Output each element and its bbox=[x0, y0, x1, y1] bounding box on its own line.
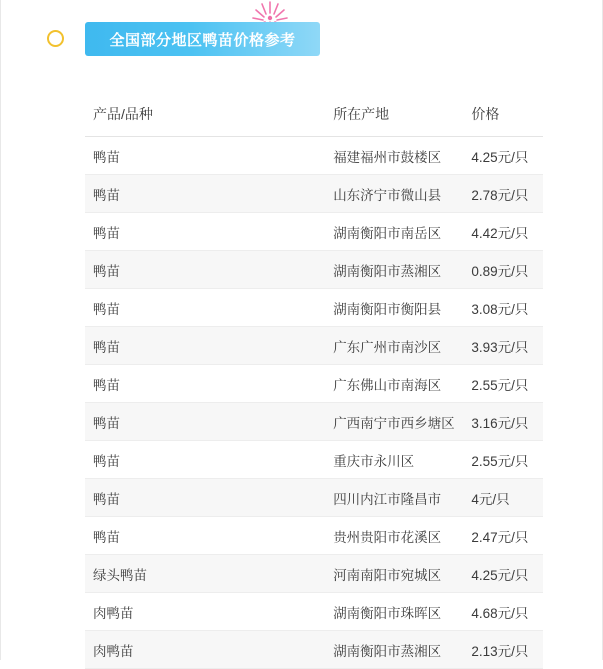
cell-product: 绿头鸭苗 bbox=[85, 555, 187, 593]
cell-origin: 湖南衡阳市蒸湘区 bbox=[187, 631, 471, 669]
cell-price: 0.89元/只 bbox=[471, 251, 543, 289]
column-header-price: 价格 bbox=[471, 92, 543, 137]
cell-origin: 湖南衡阳市衡阳县 bbox=[187, 289, 471, 327]
cell-price: 3.16元/只 bbox=[471, 403, 543, 441]
left-edge-divider bbox=[0, 0, 1, 660]
cell-product: 鸭苗 bbox=[85, 403, 187, 441]
cell-price: 3.93元/只 bbox=[471, 327, 543, 365]
cell-origin: 山东济宁市微山县 bbox=[187, 175, 471, 213]
price-table bbox=[85, 92, 543, 669]
cell-price: 4.25元/只 bbox=[471, 137, 543, 175]
cell-origin: 湖南衡阳市珠晖区 bbox=[187, 593, 471, 631]
cell-product: 肉鸭苗 bbox=[85, 593, 187, 631]
table-row bbox=[85, 479, 543, 517]
table-row bbox=[85, 555, 543, 593]
cell-product: 鸭苗 bbox=[85, 479, 187, 517]
table-row bbox=[85, 327, 543, 365]
table-row bbox=[85, 517, 543, 555]
banner-title-box bbox=[85, 22, 320, 56]
cell-product: 鸭苗 bbox=[85, 251, 187, 289]
table-row bbox=[85, 365, 543, 403]
cell-product: 鸭苗 bbox=[85, 441, 187, 479]
cell-price: 2.55元/只 bbox=[471, 441, 543, 479]
circle-ring-icon bbox=[47, 30, 64, 47]
cell-product: 鸭苗 bbox=[85, 289, 187, 327]
cell-product: 鸭苗 bbox=[85, 327, 187, 365]
cell-product: 肉鸭苗 bbox=[85, 631, 187, 669]
table-row bbox=[85, 441, 543, 479]
column-header-product: 产品/品种 bbox=[85, 92, 187, 137]
cell-price: 2.47元/只 bbox=[471, 517, 543, 555]
table-row bbox=[85, 593, 543, 631]
table-row bbox=[85, 213, 543, 251]
cell-origin: 福建福州市鼓楼区 bbox=[187, 137, 471, 175]
table-row bbox=[85, 631, 543, 669]
page-title: 全国部分地区鸭苗价格参考 bbox=[109, 31, 296, 49]
cell-product: 鸭苗 bbox=[85, 365, 187, 403]
table-row bbox=[85, 289, 543, 327]
cell-price: 4.25元/只 bbox=[471, 555, 543, 593]
cell-origin: 贵州贵阳市花溪区 bbox=[187, 517, 471, 555]
table-row bbox=[85, 403, 543, 441]
cell-origin: 广西南宁市西乡塘区 bbox=[187, 403, 471, 441]
table-body bbox=[85, 137, 543, 669]
cell-origin: 广东佛山市南海区 bbox=[187, 365, 471, 403]
cell-price: 2.78元/只 bbox=[471, 175, 543, 213]
cell-price: 3.08元/只 bbox=[471, 289, 543, 327]
cell-price: 4元/只 bbox=[471, 479, 543, 517]
table-row bbox=[85, 137, 543, 175]
cell-product: 鸭苗 bbox=[85, 213, 187, 251]
header-banner-area bbox=[0, 0, 603, 78]
cell-product: 鸭苗 bbox=[85, 517, 187, 555]
cell-price: 2.13元/只 bbox=[471, 631, 543, 669]
cell-product: 鸭苗 bbox=[85, 175, 187, 213]
cell-origin: 重庆市永川区 bbox=[187, 441, 471, 479]
table-row bbox=[85, 175, 543, 213]
cell-price: 2.55元/只 bbox=[471, 365, 543, 403]
cell-origin: 四川内江市隆昌市 bbox=[187, 479, 471, 517]
table-header-row bbox=[85, 92, 543, 137]
cell-origin: 广东广州市南沙区 bbox=[187, 327, 471, 365]
cell-product: 鸭苗 bbox=[85, 137, 187, 175]
table-row bbox=[85, 251, 543, 289]
cell-origin: 湖南衡阳市蒸湘区 bbox=[187, 251, 471, 289]
column-header-origin: 所在产地 bbox=[187, 92, 471, 137]
cell-price: 4.68元/只 bbox=[471, 593, 543, 631]
cell-origin: 河南南阳市宛城区 bbox=[187, 555, 471, 593]
cell-origin: 湖南衡阳市南岳区 bbox=[187, 213, 471, 251]
cell-price: 4.42元/只 bbox=[471, 213, 543, 251]
